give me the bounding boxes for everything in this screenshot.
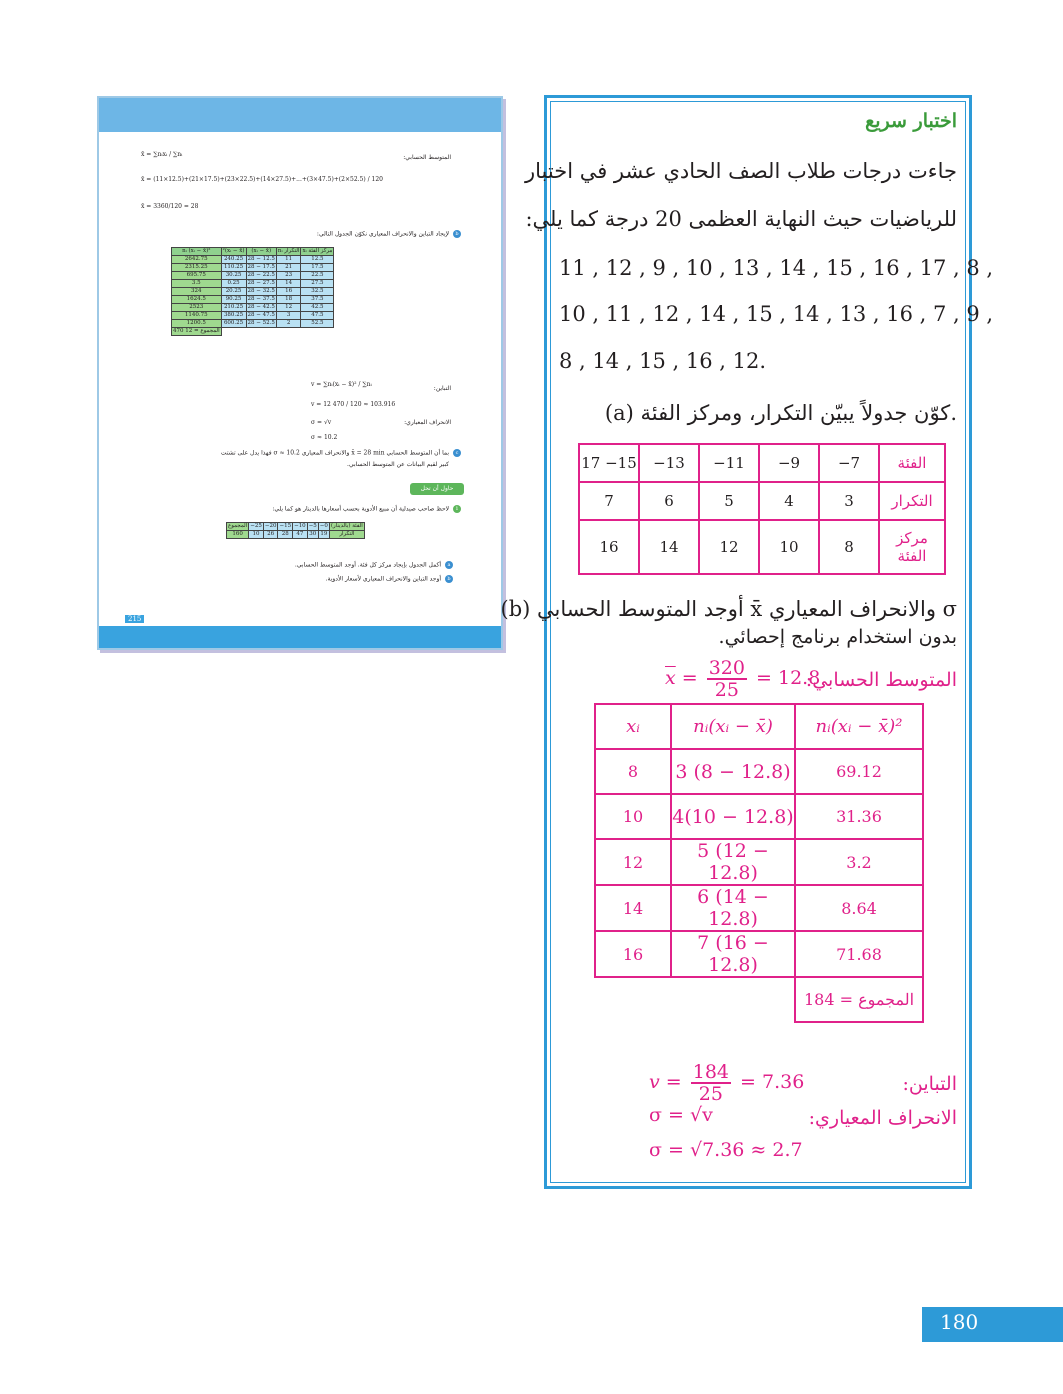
data-line-3: 8 , 14 , 15 , 16 , 12. (559, 349, 767, 373)
stdev-formula-1: σ = √v (649, 1104, 713, 1126)
table-row: 14 6 (14 − 12.8) 8.64 (595, 885, 923, 931)
header-weighted-deviation: nᵢ(xᵢ − x̄) (671, 704, 795, 749)
thumb-th: (xᵢ − x̄)² (222, 248, 245, 254)
row-label-frequency: التكرار (879, 482, 945, 520)
class-cell: 11− (699, 444, 759, 482)
thumb-item-b: b لإيجاد التباين والانحراف المعياري نكوّن الجدول التالي: (317, 230, 461, 238)
table-row: الفئة (بالدينار) 0− 5− 10− 15− 20− 25− المجموع (228, 523, 363, 529)
thumb-ex-b: b أوجد التباين والانحراف المعياري لأسعار الأدوية. (326, 575, 453, 583)
page-number: 180 (922, 1307, 1063, 1342)
mean-formula: $\overline{x}$ = $\frac{320}{25}$ = 12.8 (665, 657, 821, 701)
frequency-cell: 5 (699, 482, 759, 520)
variance-fraction: $\frac{184}{25}$ (692, 1061, 729, 1105)
frequency-table (578, 443, 946, 575)
frequency-cell: 7 (579, 482, 639, 520)
thumb-table-total: المجموع = 12 470 (173, 328, 220, 334)
header-xi: xᵢ (595, 704, 671, 749)
quiz-intro-line-1: جاءت درجات طلاب الصف الحادي عشر في اختبار (525, 159, 957, 183)
exercise-marker: 1 (453, 505, 461, 513)
student-book-thumbnail (97, 96, 503, 650)
header-weighted-squared: nᵢ(xᵢ − x̄)² (795, 704, 923, 749)
thumbnail-header-bar (99, 98, 501, 132)
thumb-variance-table (171, 247, 334, 336)
quiz-title: اختبار سريع (865, 110, 957, 132)
table-row: 8 3 (8 − 12.8) 69.12 (595, 749, 923, 794)
table-row: 52.5 2 52.5 − 28 600.25 1200.5 (172, 320, 334, 328)
data-line-1: 11 , 12 , 9 , 10 , 13 , 14 , 15 , 16 , 17 , 8 , (559, 256, 994, 280)
frequency-cell: 4 (759, 482, 819, 520)
table-row: 12 5 (12 − 12.8) 3.2 (595, 839, 923, 885)
table-row (579, 444, 945, 482)
midpoint-cell: 14 (639, 520, 699, 574)
frequency-cell: 3 (819, 482, 879, 520)
class-cell: 15− 17 (579, 444, 639, 482)
midpoint-cell: 12 (699, 520, 759, 574)
table-row (579, 482, 945, 520)
part-a-prompt: (a) كوّن جدولاً يبيّن التكرار، ومركز الفئة. (604, 401, 957, 425)
thumb-item-c-line2: كبير لقيم البيانات عن المتوسط الحسابي. (347, 461, 449, 468)
thumb-mean-formula-1: x̄ = ∑nᵢxᵢ / ∑nᵢ (141, 151, 183, 158)
thumb-ex-a: a أكمل الجدول بإيجاد مركز كل فئة. أوجد المتوسط الحسابي. (295, 561, 453, 569)
class-cell: 9− (759, 444, 819, 482)
item-b-marker: b (453, 230, 461, 238)
table-row: 47.5 3 47.5 − 28 380.25 1140.75 (172, 312, 334, 320)
row-label-midpoint: مركز الفئة (879, 520, 945, 574)
table-row: التكرار 19 30 47 28 26 10 160 (227, 531, 365, 539)
thumb-exercise-1: 1 لاحظ صاحب صيدلية أن مبيع الأدوية بحسب أسعارها بالدينار هو كما يلي: (272, 505, 461, 513)
table-row: 10 4(10 − 12.8) 31.36 (595, 794, 923, 839)
mean-fraction: $\frac{320}{25}$ (708, 657, 745, 701)
ex-a-marker: a (445, 561, 453, 569)
thumb-exercise-table (226, 522, 365, 539)
thumbnail-footer-bar (99, 626, 501, 648)
midpoint-cell: 16 (579, 520, 639, 574)
table-row: 27.5 14 27.5 − 28 0.25 3.5 (172, 280, 334, 288)
thumb-th: nᵢ (xᵢ − x̄)² (172, 248, 222, 256)
thumb-item-c: c بما أن المتوسط الحسابي x̄ = 28 min والانحراف المعياري σ ≈ 10.2 فهذا يدل على تشتت (221, 449, 461, 457)
thumb-mean-formula-3: x̄ = 3360/120 = 28 (141, 203, 199, 210)
x-bar-symbol: $\overline{x}$ (665, 667, 676, 689)
try-solve-button: حاول أن تحل (410, 483, 464, 495)
mean-result: = 12.8 (756, 667, 821, 689)
thumb-mean-formula-2: x̄ = (11×12.5)+(21×17.5)+(23×22.5)+(14×27.5)+...+(3×47.5)+(2×52.5) / 120 (141, 176, 383, 183)
thumb-th: التكرار nᵢ (277, 248, 300, 254)
thumb-page-number: 215 (125, 615, 144, 623)
thumb-variance-label: التباين: (433, 385, 451, 392)
stdev-formula-2: σ = √7.36 ≈ 2.7 (649, 1139, 803, 1161)
thumb-th: (xᵢ − x̄) (246, 248, 276, 256)
quiz-intro-line-2: للرياضيات حيث النهاية العظمى 20 درجة كما يلي: (525, 207, 957, 231)
data-line-2: 10 , 11 , 12 , 14 , 15 , 14 , 13 , 16 , 7 , 9 , (559, 302, 994, 326)
table-row: 37.5 18 37.5 − 28 90.25 1624.5 (172, 296, 334, 304)
table-row (579, 520, 945, 574)
calc-table-total: المجموع = 184 (795, 977, 923, 1022)
thumb-th: مركز الفئة xᵢ (302, 248, 333, 254)
thumb-stdev-formula-1: σ = √v (311, 419, 332, 426)
deviation-table (594, 703, 924, 1023)
variance-formula: v = $\frac{184}{25}$ = 7.36 (649, 1061, 805, 1105)
midpoint-cell: 8 (819, 520, 879, 574)
thumb-stdev-formula-2: σ ≈ 10.2 (311, 434, 338, 441)
table-row: 16 7 (16 − 12.8) 71.68 (595, 931, 923, 977)
thumb-variance-formula-1: v = ∑nᵢ(xᵢ − x̄)² / ∑nᵢ (311, 381, 372, 388)
class-cell: 7− (819, 444, 879, 482)
stdev-label: الانحراف المعياري: (808, 1107, 957, 1129)
mean-label: المتوسط الحسابي: (805, 669, 957, 691)
quick-quiz-panel (500, 95, 994, 1189)
table-row: 12.5 11 12.5 − 28 240.25 2642.75 (172, 256, 334, 264)
table-row: 17.5 21 17.5 − 28 110.25 2315.25 (172, 264, 334, 272)
thumb-mean-label: المتوسط الحسابي: (403, 154, 451, 161)
part-b-prompt-line-2: بدون استخدام برنامج إحصائي. (718, 626, 957, 648)
table-row: 42.5 12 42.5 − 28 210.25 2523 (172, 304, 334, 312)
part-b-prompt-line-1: (b) أوجد المتوسط الحسابي x̄ والانحراف المعياري σ (500, 597, 957, 621)
table-row (595, 977, 923, 1022)
variance-result: = 7.36 (740, 1071, 805, 1093)
table-row (595, 704, 923, 749)
variance-label: التباين: (902, 1073, 957, 1095)
table-row: 32.5 16 32.5 − 28 20.25 324 (172, 288, 334, 296)
midpoint-cell: 10 (759, 520, 819, 574)
frequency-cell: 6 (639, 482, 699, 520)
ex-b-marker: b (445, 575, 453, 583)
item-c-marker: c (453, 449, 461, 457)
thumb-stdev-label: الانحراف المعياري: (404, 419, 451, 426)
class-cell: 13− (639, 444, 699, 482)
row-label-class: الفئة (879, 444, 945, 482)
thumb-variance-formula-2: v = 12 470 / 120 ≈ 103.916 (311, 401, 396, 408)
table-row: 22.5 23 22.5 − 28 30.25 695.75 (172, 272, 334, 280)
